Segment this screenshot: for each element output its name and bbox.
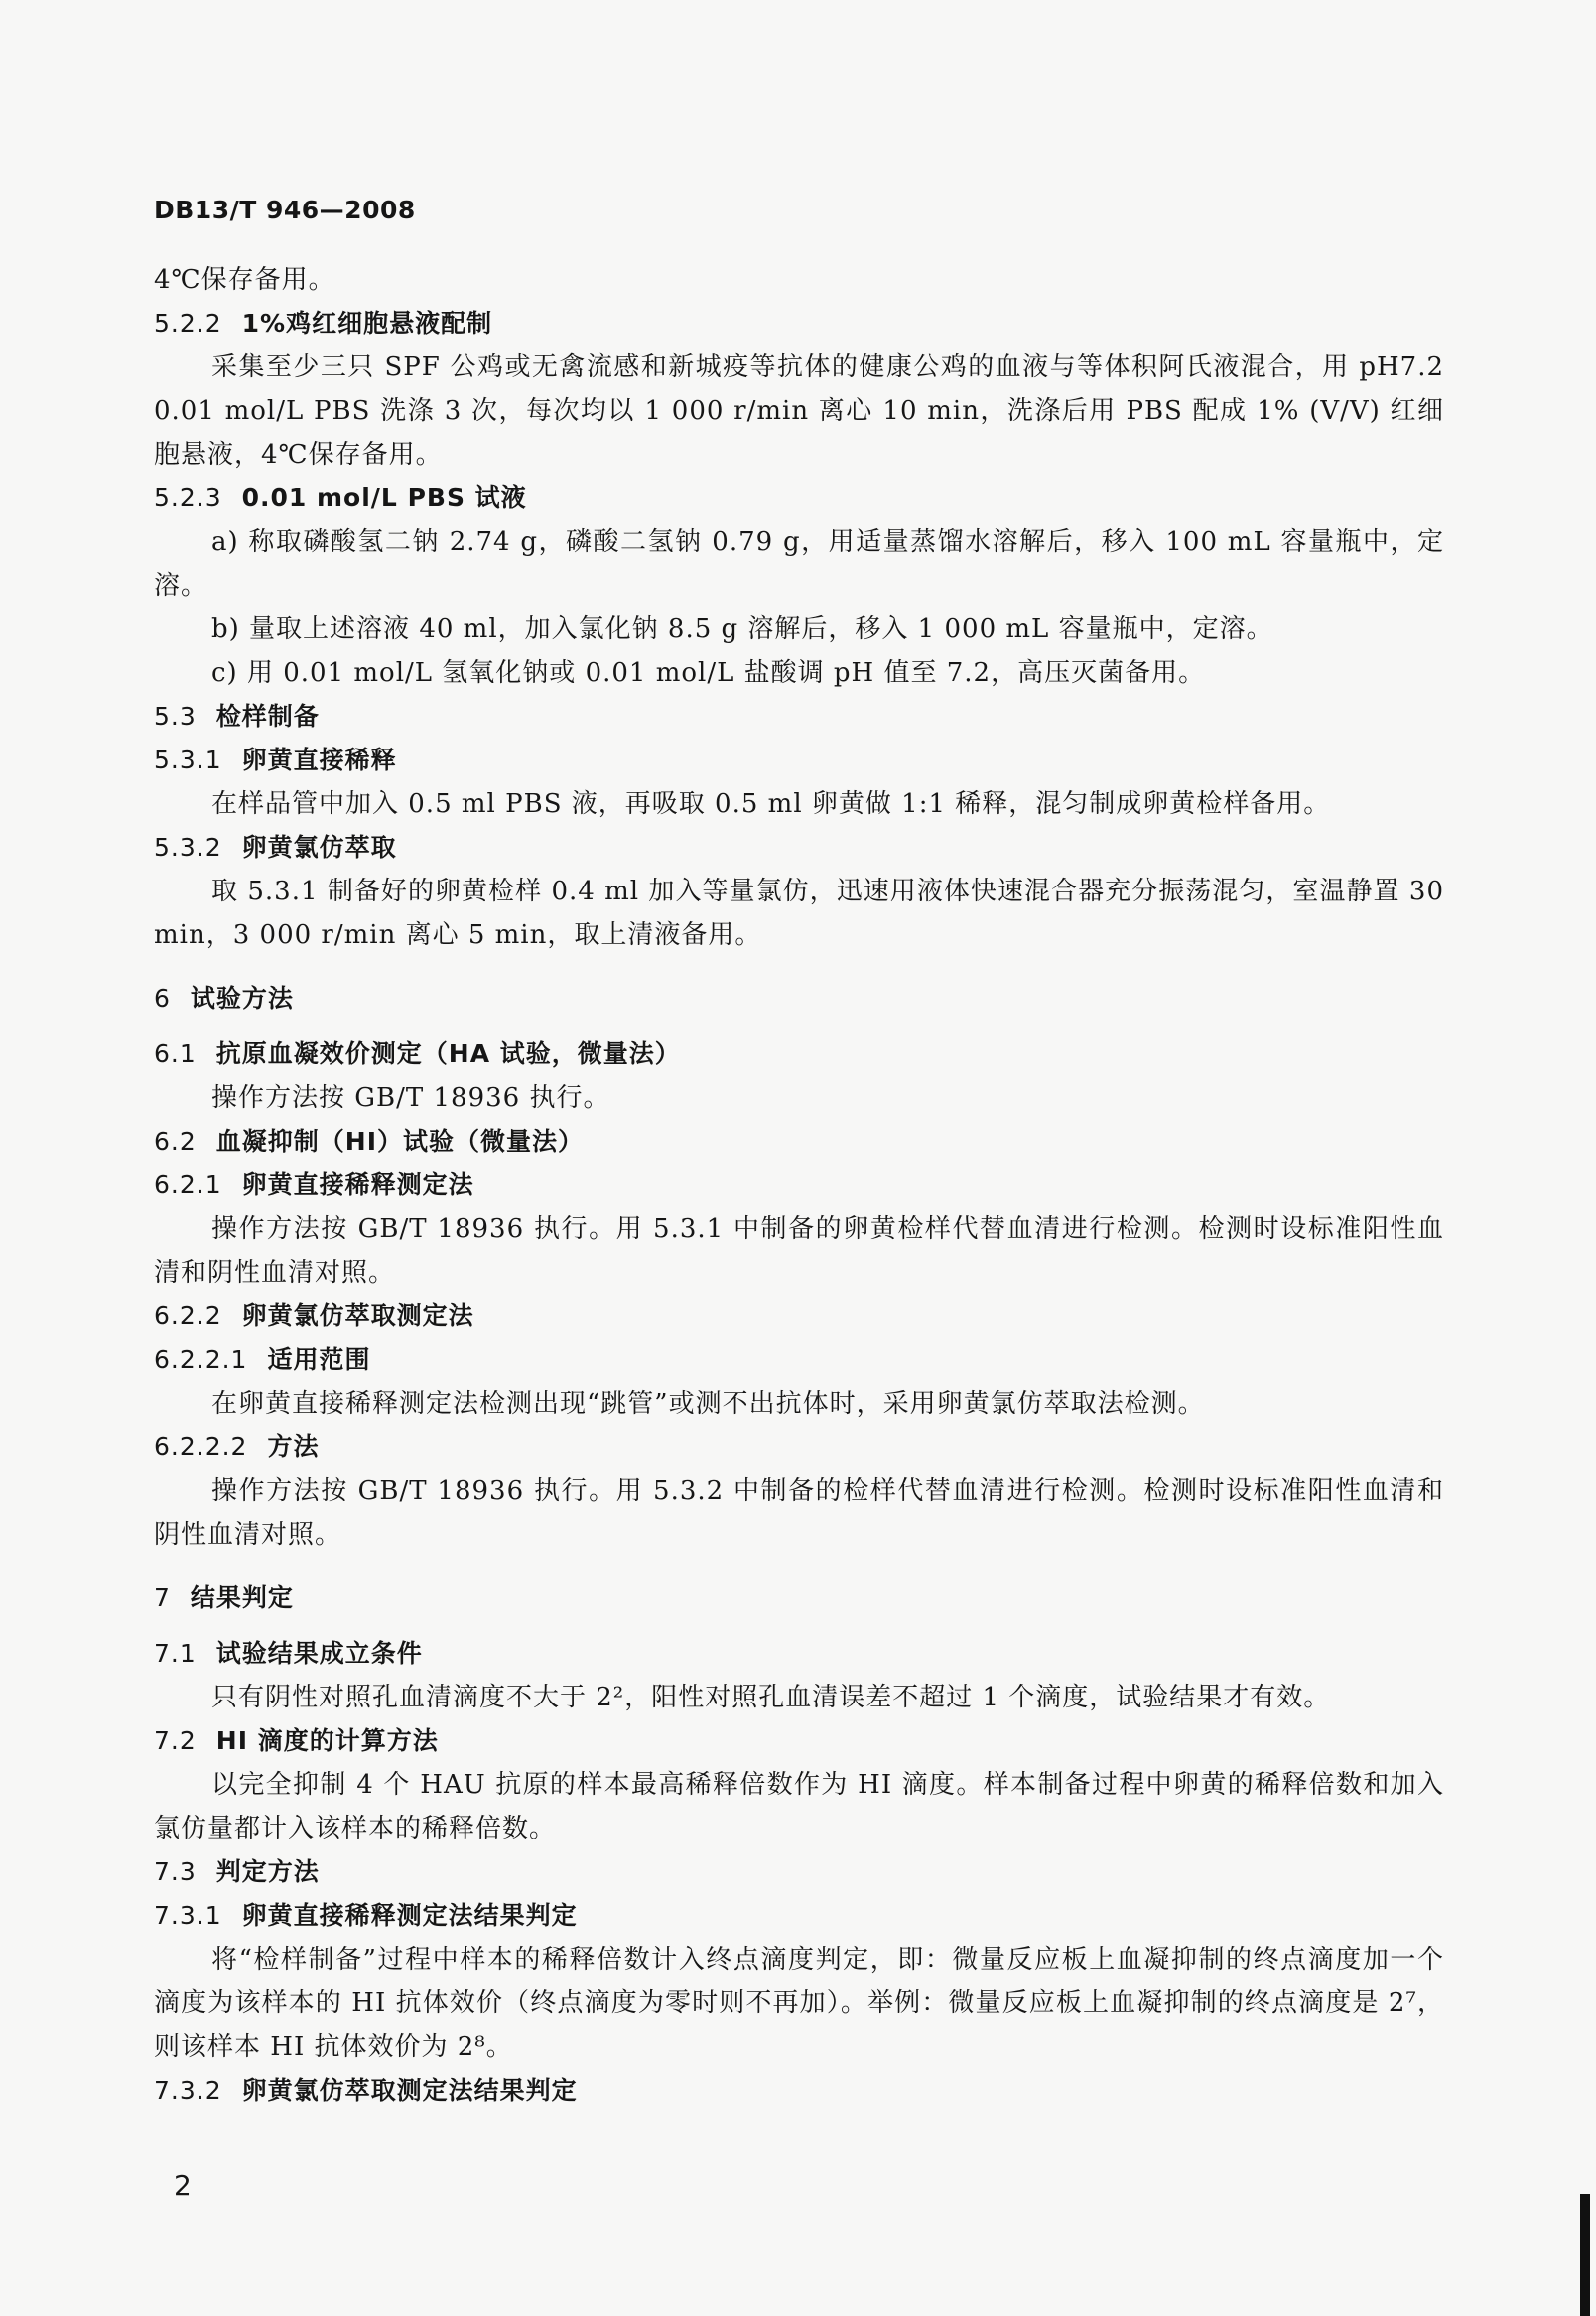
- list-item: a) 称取磷酸氢二钠 2.74 g，磷酸二氢钠 0.79 g，用适量蒸馏水溶解后，移入 100 mL 容量瓶中，定溶。: [154, 527, 1444, 601]
- section-number: 5.3.2: [154, 833, 222, 862]
- section-title: 0.01 mol/L PBS 试液: [241, 483, 527, 512]
- section-number: 5.2.2: [154, 309, 222, 338]
- section-title: 适用范围: [267, 1345, 371, 1374]
- paragraph: 将“检样制备”过程中样本的稀释倍数计入终点滴度判定，即：微量反应板上血凝抑制的终点滴度加一个滴度为该样本的 HI 抗体效价（终点滴度为零时则不再加）。举例：微量反应板上血凝抑制的终点滴度是 2⁷，则该样本 HI 抗体效价为 2⁸。: [154, 1945, 1444, 2062]
- section-title: 方法: [267, 1432, 320, 1461]
- section-number: 6: [154, 984, 171, 1013]
- page-number: 2: [174, 2169, 192, 2202]
- section-title: HI 滴度的计算方法: [215, 1726, 439, 1755]
- section-number: 7: [154, 1583, 171, 1612]
- section-heading-6-1: [154, 1032, 1444, 1076]
- section-title: 卵黄直接稀释测定法: [241, 1170, 474, 1199]
- section-title: 卵黄氯仿萃取测定法结果判定: [241, 2076, 578, 2105]
- section-number: 7.3.2: [154, 2076, 222, 2105]
- paragraph: 在样品管中加入 0.5 ml PBS 液，再吸取 0.5 ml 卵黄做 1:1 稀释，混匀制成卵黄检样备用。: [211, 789, 1331, 819]
- section-heading-6-2-2-1: [154, 1338, 1444, 1382]
- section-number: 5.3.1: [154, 746, 222, 774]
- section-number: 5.3: [154, 702, 197, 731]
- section-title: 判定方法: [215, 1857, 320, 1886]
- section-number: 7.1: [154, 1639, 197, 1668]
- paragraph: 操作方法按 GB/T 18936 执行。用 5.3.2 中制备的检样代替血清进行检测。检测时设标准阳性血清和阴性血清对照。: [154, 1476, 1444, 1550]
- list-item: c) 用 0.01 mol/L 氢氧化钠或 0.01 mol/L 盐酸调 pH 值至 7.2，高压灭菌备用。: [211, 658, 1206, 688]
- section-heading-5-3-1: [154, 739, 1444, 782]
- section-heading-6-2-2-2: [154, 1426, 1444, 1469]
- section-title: 卵黄氯仿萃取: [241, 833, 397, 862]
- section-heading-6: [154, 977, 1444, 1021]
- paragraph: 以完全抑制 4 个 HAU 抗原的样本最高稀释倍数作为 HI 滴度。样本制备过程中卵黄的稀释倍数和加入氯仿量都计入该样本的稀释倍数。: [154, 1770, 1444, 1843]
- section-title: 1%鸡红细胞悬液配制: [241, 309, 493, 338]
- section-heading-7-3-2: [154, 2069, 1444, 2112]
- paragraph: 取 5.3.1 制备好的卵黄检样 0.4 ml 加入等量氯仿，迅速用液体快速混合器充分振荡混匀，室温静置 30 min，3 000 r/min 离心 5 min，取上清液备用。: [154, 877, 1444, 950]
- section-heading-6-2: [154, 1120, 1444, 1163]
- paragraph: 在卵黄直接稀释测定法检测出现“跳管”或测不出抗体时，采用卵黄氯仿萃取法检测。: [211, 1389, 1205, 1419]
- section-title: 检样制备: [215, 702, 320, 731]
- section-heading-6-2-2: [154, 1294, 1444, 1338]
- section-title: 卵黄直接稀释: [241, 746, 397, 774]
- section-number: 5.2.3: [154, 483, 222, 512]
- standard-code: DB13/T 946—2008: [154, 196, 416, 224]
- section-title: 卵黄直接稀释测定法结果判定: [241, 1901, 578, 1930]
- paragraph: 操作方法按 GB/T 18936 执行。: [211, 1083, 610, 1113]
- section-heading-5-3: [154, 695, 1444, 739]
- section-heading-7-2: [154, 1719, 1444, 1763]
- section-number: 7.3.1: [154, 1901, 222, 1930]
- paragraph: 采集至少三只 SPF 公鸡或无禽流感和新城疫等抗体的健康公鸡的血液与等体积阿氏液混合，用 pH7.2 0.01 mol/L PBS 洗涤 3 次，每次均以 1 000 r/min 离心 10 min，洗涤后用 PBS 配成 1% (V/V) 红细胞悬液，4℃保存备用。: [154, 352, 1444, 470]
- section-title: 卵黄氯仿萃取测定法: [241, 1301, 474, 1330]
- section-number: 6.2.2: [154, 1301, 222, 1330]
- section-heading-5-2-2: [154, 302, 1444, 345]
- section-number: 6.2.1: [154, 1170, 222, 1199]
- section-title: 试验结果成立条件: [215, 1639, 423, 1668]
- section-heading-6-2-1: [154, 1163, 1444, 1207]
- section-heading-5-2-3: [154, 477, 1444, 520]
- document-body: [154, 258, 1444, 2112]
- section-title: 血凝抑制（HI）试验（微量法）: [215, 1127, 584, 1156]
- section-heading-7-1: [154, 1632, 1444, 1676]
- section-number: 6.2.2.1: [154, 1345, 248, 1374]
- section-title: 结果判定: [190, 1583, 294, 1612]
- section-title: 试验方法: [190, 984, 294, 1013]
- section-heading-5-3-2: [154, 826, 1444, 870]
- section-title: 抗原血凝效价测定（HA 试验，微量法）: [215, 1039, 681, 1068]
- section-number: 6.1: [154, 1039, 197, 1068]
- section-number: 6.2.2.2: [154, 1432, 248, 1461]
- list-item: b) 量取上述溶液 40 ml，加入氯化钠 8.5 g 溶解后，移入 1 000 mL 容量瓶中，定溶。: [211, 614, 1273, 644]
- section-heading-7-3-1: [154, 1894, 1444, 1938]
- section-number: 7.3: [154, 1857, 197, 1886]
- paragraph: 4℃保存备用。: [154, 265, 335, 295]
- paragraph: 操作方法按 GB/T 18936 执行。用 5.3.1 中制备的卵黄检样代替血清进行检测。检测时设标准阳性血清和阴性血清对照。: [154, 1214, 1444, 1288]
- section-number: 6.2: [154, 1127, 197, 1156]
- section-heading-7-3: [154, 1850, 1444, 1894]
- section-number: 7.2: [154, 1726, 197, 1755]
- paragraph: 只有阴性对照孔血清滴度不大于 2²，阳性对照孔血清误差不超过 1 个滴度，试验结果才有效。: [211, 1683, 1331, 1712]
- scan-edge-mark: [1580, 2194, 1590, 2316]
- section-heading-7: [154, 1576, 1444, 1620]
